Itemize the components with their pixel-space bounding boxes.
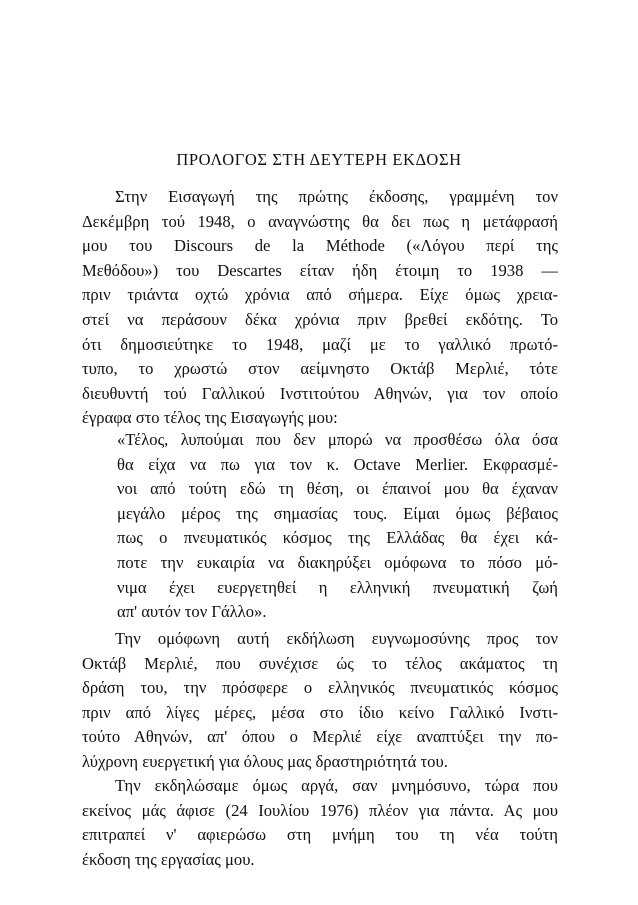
quote-line: μεγάλο μέρος της σημασίας τους. Είμαι όμως βέβαιος xyxy=(117,503,558,523)
text-line: διευθυντή τού Γαλλικού Ινστιτούτου Αθηνών, για τον οποίο xyxy=(82,383,558,403)
text-line: πριν τριάντα οχτώ χρόνια από σήμερα. Είχε όμως χρεια- xyxy=(82,285,558,305)
text-line: τούτο Αθηνών, απ' όπου ο Μερλιέ είχε αναπτύξει την πο- xyxy=(82,727,558,747)
text-line: Την ομόφωνη αυτή εκδήλωση ευγνωμοσύνης προς τον xyxy=(115,629,558,648)
quote-line: θα είχα να πω για τον κ. Octave Merlier. Εκφρασμέ- xyxy=(117,454,558,474)
paragraph-1 xyxy=(82,185,558,431)
quote-line: ποτε την ευκαιρία να διακηρύξει ομόφωνα το πόσο μό- xyxy=(117,552,558,572)
paragraph-2 xyxy=(82,627,558,775)
quote-line: νιμα έχει ευεργετηθεί η ελληνική πνευματική ζωή xyxy=(117,577,558,597)
quote-line: απ' αυτόν τον Γάλλο». xyxy=(117,602,267,622)
text-line: Οκτάβ Μερλιέ, που συνέχισε ώς το τέλος ακάματος τη xyxy=(82,653,558,673)
text-line: Δεκέμβρη τού 1948, ο αναγνώστης θα δει πως η μετάφρασή xyxy=(82,211,558,231)
paragraph-3 xyxy=(82,774,558,872)
quote-line: «Τέλος, λυπούμαι που δεν μπορώ να προσθέσω όλα όσα xyxy=(117,430,558,449)
quote-line: πως ο πνευματικός κόσμος της Ελλάδας θα έχει κά- xyxy=(117,528,558,548)
text-line: τυπο, το χρωστώ στον αείμνηστο Οκτάβ Μερλιέ, τότε xyxy=(82,359,558,379)
text-line: επιτραπεί ν' αφιερώσω στη μνήμη του τη νέα τούτη xyxy=(82,825,558,845)
text-line: ότι δημοσιεύτηκε το 1948, μαζί με το γαλλικό πρωτό- xyxy=(82,334,558,354)
text-line: μου του Discours de la Méthode («Λόγου περί της xyxy=(82,236,558,256)
text-line: έγραφα στο τέλος της Εισαγωγής μου: xyxy=(82,408,338,428)
text-line: Στην Εισαγωγή της πρώτης έκδοσης, γραμμένη τον xyxy=(115,187,558,206)
text-line: λύχρονη ευεργετική για όλους μας δραστηριότητά του. xyxy=(82,751,448,771)
block-quote xyxy=(117,428,558,625)
text-line: έκδοση της εργασίας μου. xyxy=(82,849,255,869)
quote-line: νοι από τούτη εδώ τη θέση, οι έπαινοί μου θα έχαναν xyxy=(117,479,558,499)
page-title: ΠΡΟΛΟΓΟΣ ΣΤΗ ΔΕΥΤΕΡΗ ΕΚΔΟΣΗ xyxy=(176,150,462,169)
text-line: στεί να περάσουν δέκα χρόνια πριν βρεθεί εκδότης. Το xyxy=(82,309,558,329)
text-line: πριν από λίγες μέρες, μέσα στο ίδιο κείνο Γαλλικό Ινστι- xyxy=(82,702,558,722)
text-line: εκείνος μάς άφισε (24 Ιουλίου 1976) πλέον για πάντα. Ας μου xyxy=(82,800,558,820)
text-line: Μεθόδου») του Descartes είταν ήδη έτοιμη το 1938 — xyxy=(82,260,558,280)
text-line: δράση του, την πρόσφερε ο ελληνικός πνευματικός κόσμος xyxy=(82,678,558,698)
text-line: Την εκδηλώσαμε όμως αργά, σαν μνημόσυνο, τώρα που xyxy=(115,776,558,795)
